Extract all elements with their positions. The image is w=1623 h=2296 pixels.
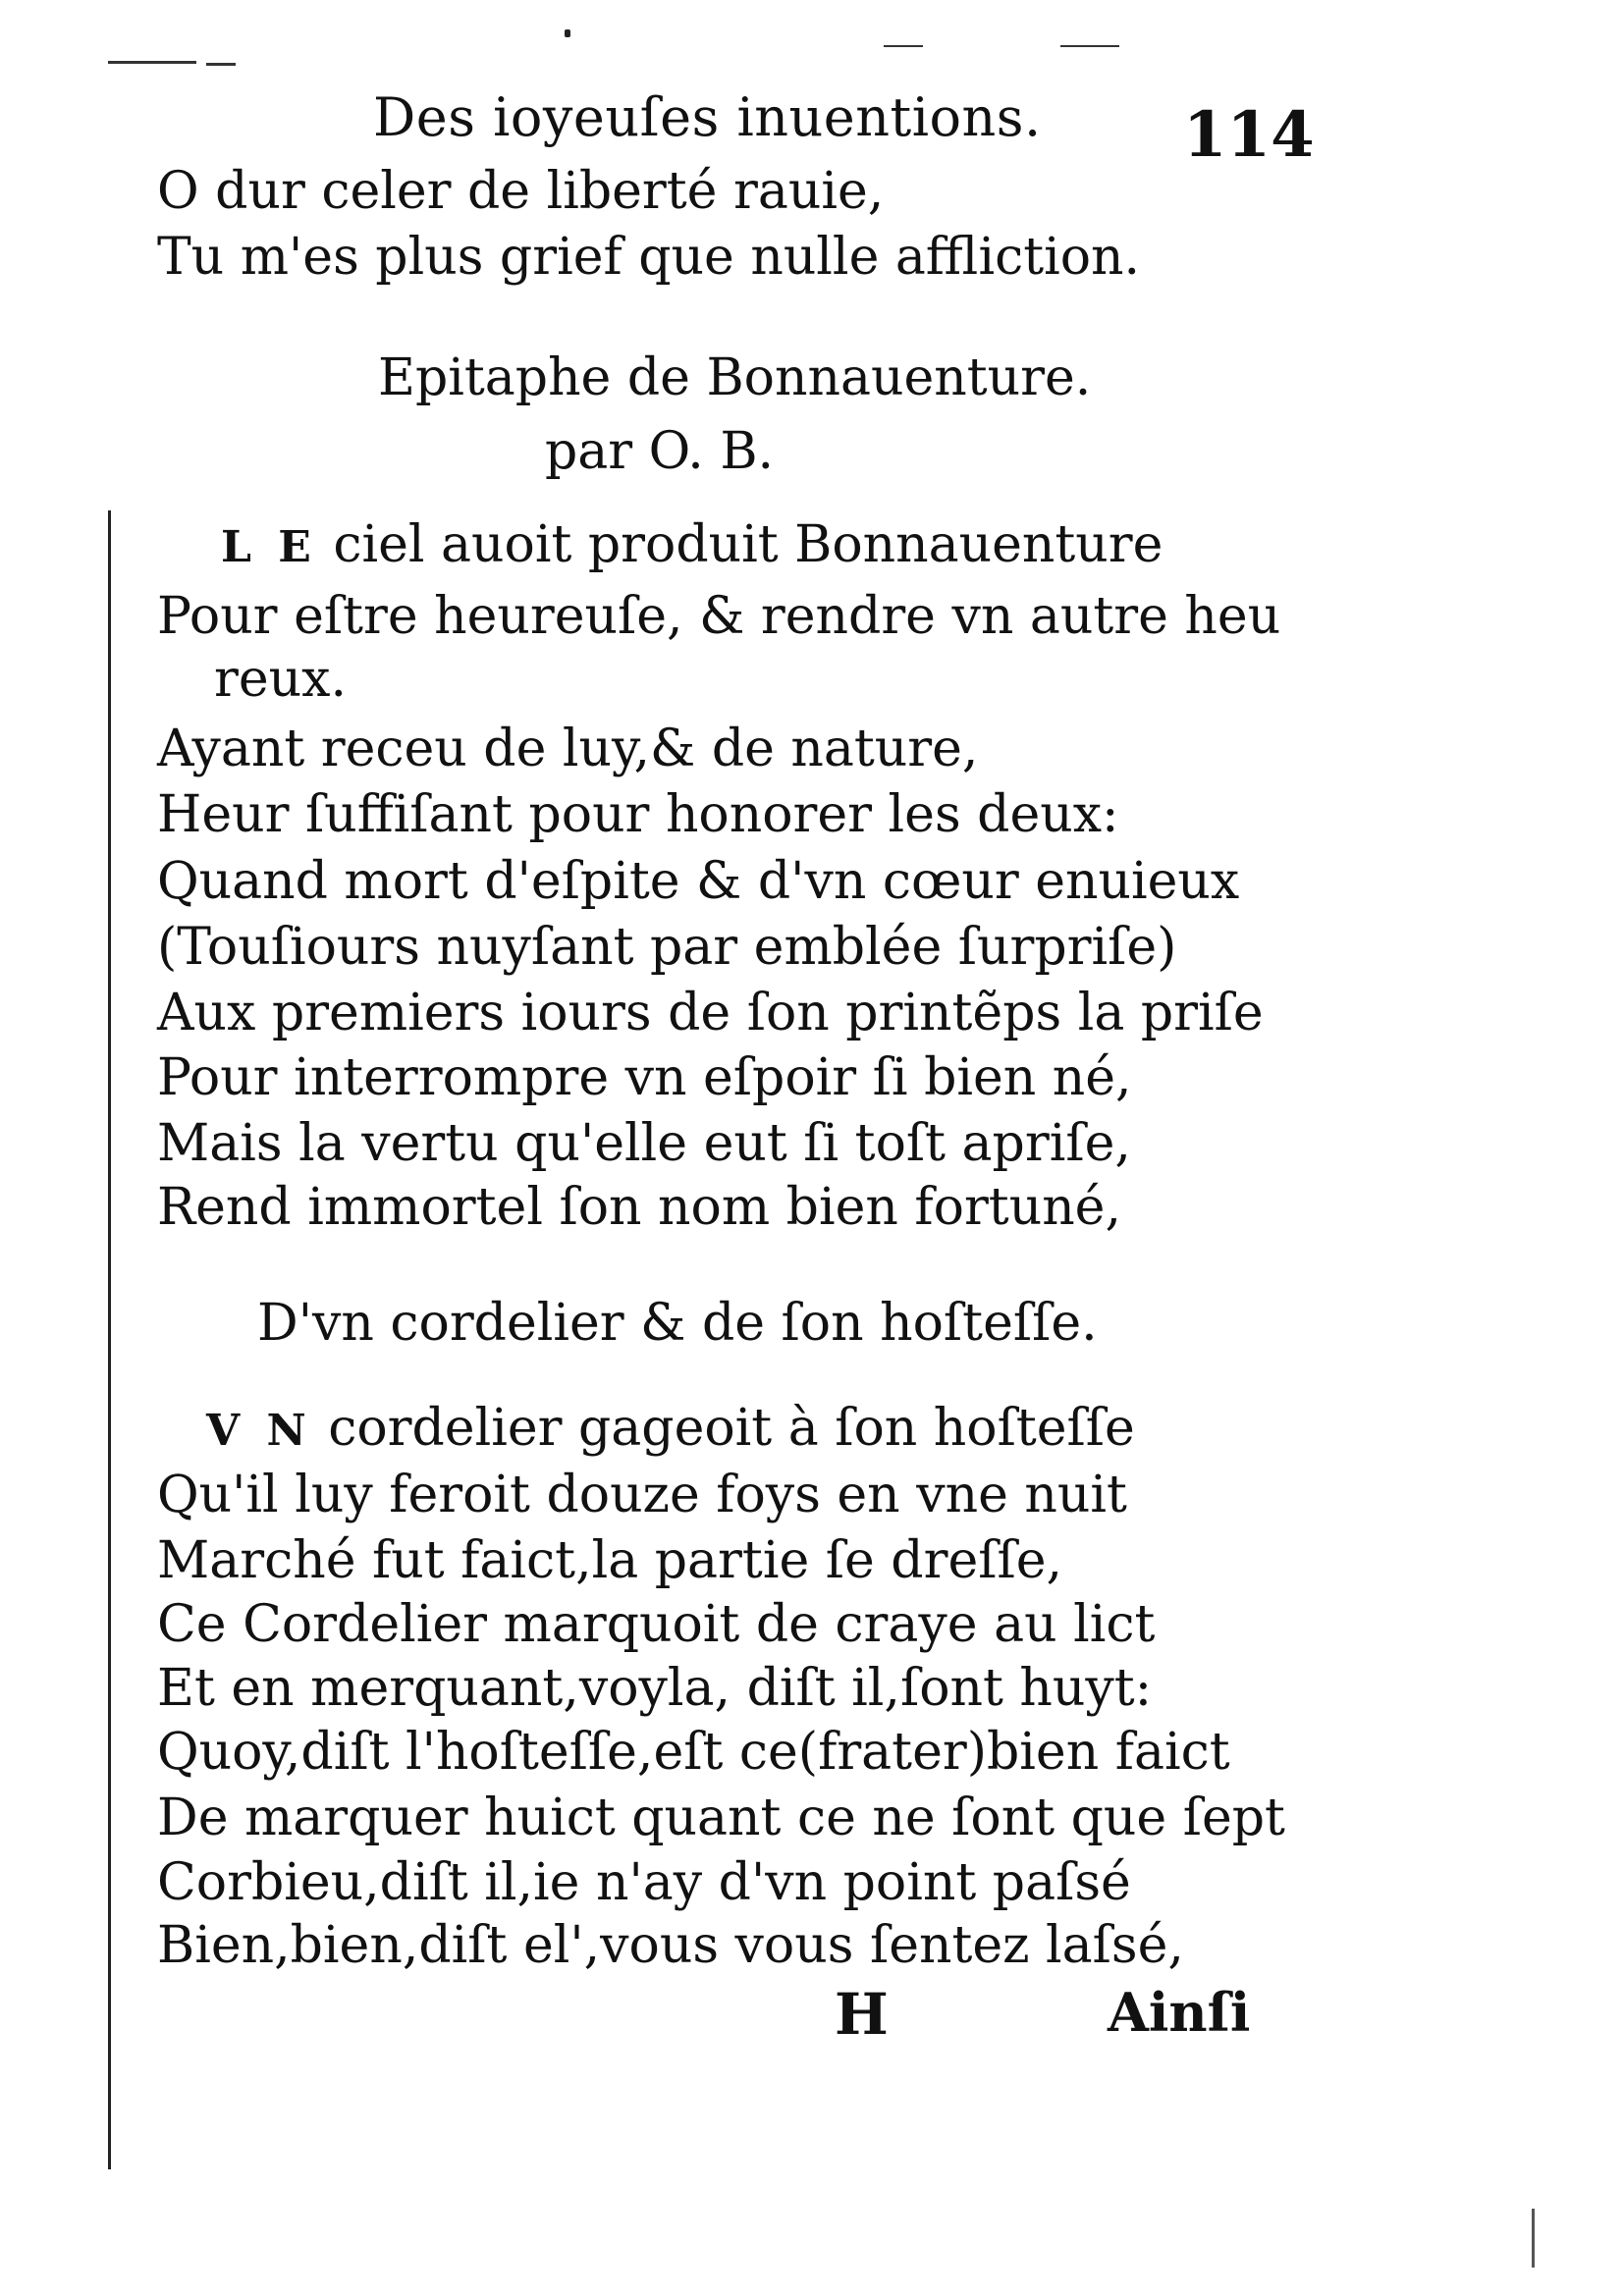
story-line: Bien,bien,diſt el',vous vous ſentez laſsé,: [157, 1916, 1184, 1975]
catchword: Ainſi: [1108, 1981, 1251, 2044]
top-left-mark: [108, 61, 196, 64]
epitaph-line-text: ciel auoit produit Bonnauenture: [333, 515, 1163, 574]
epitaph-line: reux.: [214, 650, 347, 709]
epitaph-line: Pour eſtre heureuſe, & rendre vn autre heu: [157, 587, 1281, 646]
story-line: Marché fut faict,la partie ſe dreſſe,: [157, 1531, 1063, 1590]
epitaph-line: Quand mort d'eſpite & d'vn cœur enuieux: [157, 852, 1240, 911]
top-mark-4: [1060, 45, 1119, 47]
story-initial: V N: [206, 1406, 312, 1456]
poem-line: Tu m'es plus grief que nulle affliction.: [157, 228, 1141, 287]
epitaph-line: Aux premiers iours de ſon printẽps la priſe: [157, 984, 1264, 1042]
page-number: 114: [1183, 98, 1315, 172]
running-title: Des ioyeuſes inuentions.: [373, 86, 1042, 148]
epitaph-line: Pour interrompre vn eſpoir ſi bien né,: [157, 1048, 1132, 1107]
story-line: Corbieu,diſt il,ie n'ay d'vn point paſsé: [157, 1853, 1131, 1912]
epitaph-line: Rend immortel ſon nom bien fortuné,: [157, 1178, 1121, 1237]
epitaph-line: Ayant receu de luy,& de nature,: [157, 720, 979, 778]
epitaph-line: (Touſiours nuyſant par emblée ſurpriſe): [157, 918, 1177, 977]
story-title: D'vn cordelier & de ſon hoſteſſe.: [257, 1294, 1098, 1353]
story-line-text: cordelier gageoit à ſon hoſteſſe: [328, 1399, 1135, 1458]
left-margin-rule: [108, 510, 111, 2169]
poem-line: O dur celer de liberté rauie,: [157, 162, 885, 221]
epitaph-line: Mais la vertu qu'elle eut ſi toſt apriſe,: [157, 1114, 1131, 1173]
signature-mark: H: [835, 1981, 889, 2048]
top-dot: [565, 29, 570, 37]
story-line: Quoy,diſt l'hoſteſſe,eſt ce(frater)bien faict: [157, 1723, 1230, 1782]
story-line: Et en merquant,voyla, diſt il,ſont huyt:: [157, 1659, 1153, 1718]
epitaph-initial: L E: [221, 522, 317, 572]
story-line: De marquer huict quant ce ne ſont que ſept: [157, 1789, 1285, 1847]
epitaph-title: Epitaphe de Bonnauenture.: [378, 348, 1092, 407]
epitaph-line-1: [221, 515, 1163, 577]
story-line: Qu'il luy feroit douze foys en vne nuit: [157, 1466, 1127, 1524]
right-edge-mark: [1532, 2209, 1535, 2268]
story-line: Ce Cordelier marquoit de craye au lict: [157, 1595, 1156, 1654]
top-mark-3: [884, 45, 923, 47]
epitaph-line: Heur ſuffiſant pour honorer les deux:: [157, 785, 1119, 844]
epitaph-byline: par O. B.: [545, 422, 775, 481]
top-mark-2: [206, 63, 236, 66]
story-line-1: [206, 1399, 1135, 1461]
